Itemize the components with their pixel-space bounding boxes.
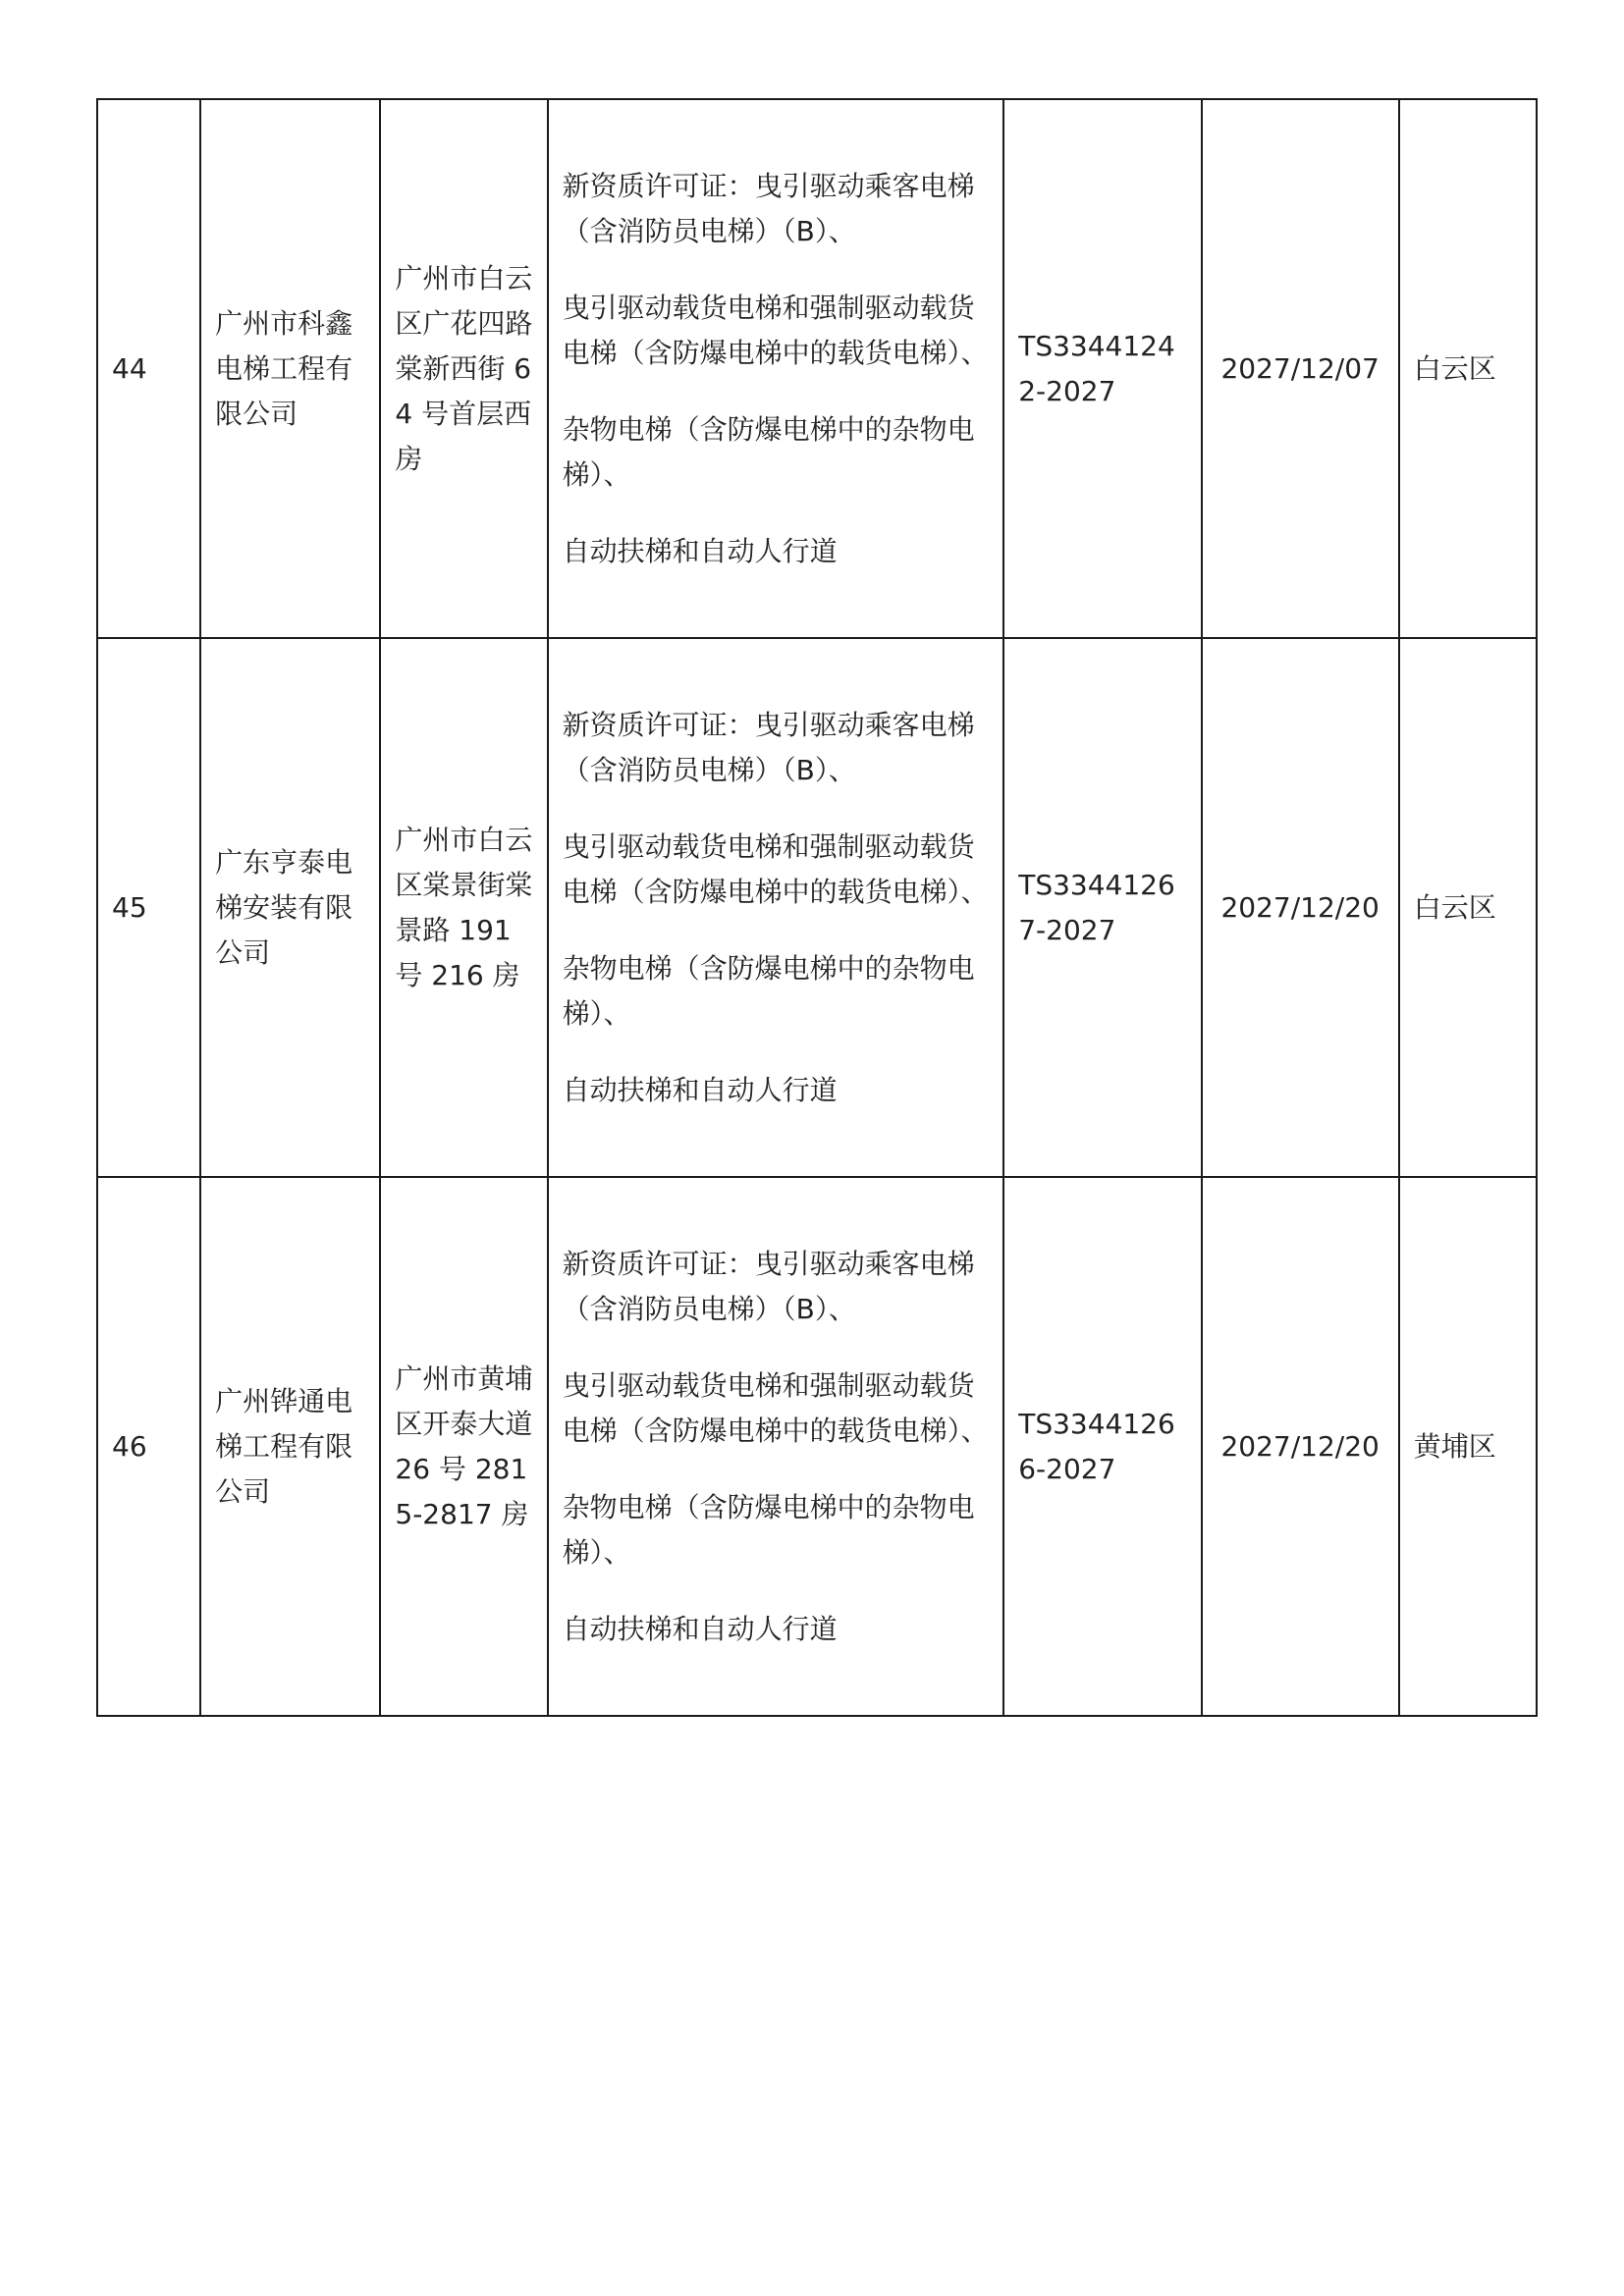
expiry-date: 2027/12/20 bbox=[1202, 638, 1399, 1177]
scope-item: 杂物电梯（含防爆电梯中的杂物电梯）、 bbox=[562, 412, 975, 491]
scope-item: 曳引驱动载货电梯和强制驱动载货电梯（含防爆电梯中的载货电梯）、 bbox=[562, 291, 989, 369]
elevator-company-table bbox=[96, 98, 1538, 1717]
company-address: 广州市白云区棠景街棠景路 191 号 216 房 bbox=[380, 638, 547, 1177]
company-address: 广州市黄埔区开泰大道 26 号 2815-2817 房 bbox=[380, 1177, 547, 1716]
certificate-number: TS33441242-2027 bbox=[1003, 99, 1201, 638]
district: 白云区 bbox=[1399, 99, 1537, 638]
district: 白云区 bbox=[1399, 638, 1537, 1177]
company-address: 广州市白云区广花四路棠新西街 64 号首层西房 bbox=[380, 99, 547, 638]
scope-item: 新资质许可证：曳引驱动乘客电梯（含消防员电梯）（B）、 bbox=[562, 169, 975, 247]
row-index: 45 bbox=[97, 638, 200, 1177]
scope-item: 自动扶梯和自动人行道 bbox=[562, 1073, 838, 1106]
expiry-date: 2027/12/07 bbox=[1202, 99, 1399, 638]
scope-item: 曳引驱动载货电梯和强制驱动载货电梯（含防爆电梯中的载货电梯）、 bbox=[562, 1368, 989, 1447]
scope-item: 自动扶梯和自动人行道 bbox=[562, 534, 838, 567]
row-index: 46 bbox=[97, 1177, 200, 1716]
license-scope bbox=[548, 1177, 1004, 1716]
scope-item: 杂物电梯（含防爆电梯中的杂物电梯）、 bbox=[562, 1490, 975, 1569]
license-scope bbox=[548, 99, 1004, 638]
table-row bbox=[97, 99, 1537, 638]
company-name: 广州市科鑫电梯工程有限公司 bbox=[200, 99, 380, 638]
table-row bbox=[97, 1177, 1537, 1716]
company-name: 广东亨泰电梯安装有限公司 bbox=[200, 638, 380, 1177]
scope-item: 杂物电梯（含防爆电梯中的杂物电梯）、 bbox=[562, 951, 975, 1030]
scope-item: 新资质许可证：曳引驱动乘客电梯（含消防员电梯）（B）、 bbox=[562, 1247, 975, 1325]
company-name: 广州铧通电梯工程有限公司 bbox=[200, 1177, 380, 1716]
scope-item: 新资质许可证：曳引驱动乘客电梯（含消防员电梯）（B）、 bbox=[562, 708, 975, 786]
row-index: 44 bbox=[97, 99, 200, 638]
license-scope bbox=[548, 638, 1004, 1177]
district: 黄埔区 bbox=[1399, 1177, 1537, 1716]
certificate-number: TS33441267-2027 bbox=[1003, 638, 1201, 1177]
table-row bbox=[97, 638, 1537, 1177]
expiry-date: 2027/12/20 bbox=[1202, 1177, 1399, 1716]
scope-item: 自动扶梯和自动人行道 bbox=[562, 1612, 838, 1645]
scope-item: 曳引驱动载货电梯和强制驱动载货电梯（含防爆电梯中的载货电梯）、 bbox=[562, 829, 989, 908]
certificate-number: TS33441266-2027 bbox=[1003, 1177, 1201, 1716]
